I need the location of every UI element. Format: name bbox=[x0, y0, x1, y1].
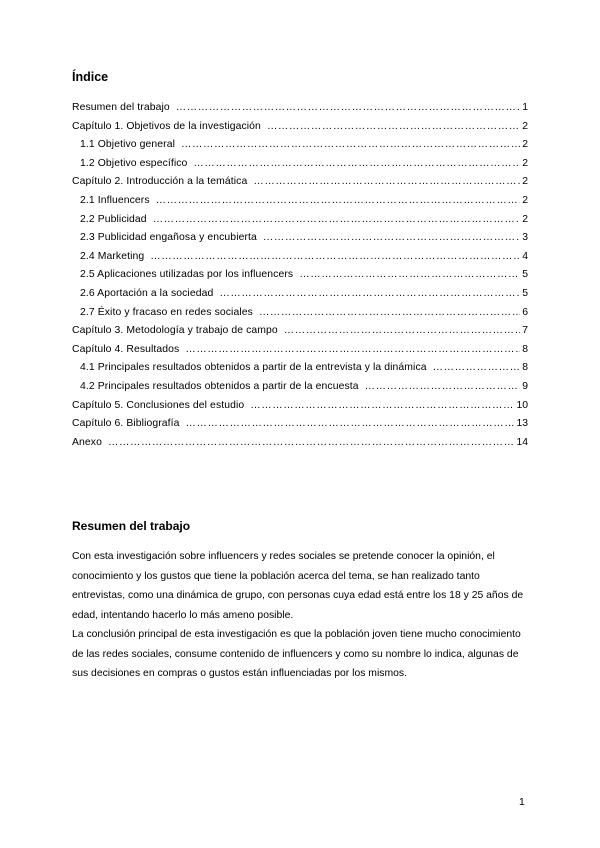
toc-leader-dots bbox=[150, 251, 520, 262]
toc-entry[interactable] bbox=[72, 121, 528, 140]
toc-entry-label: Capítulo 5. Conclusiones del estudio bbox=[72, 399, 245, 411]
toc-leader-dots bbox=[263, 232, 520, 243]
toc-leader-dots bbox=[186, 418, 515, 429]
toc-entry-page: 5 bbox=[522, 287, 528, 299]
toc-entry-page: 7 bbox=[522, 325, 528, 337]
toc-leader-dots bbox=[299, 269, 520, 280]
toc-entry-page: 2 bbox=[522, 213, 528, 225]
toc-leader-dots bbox=[176, 102, 520, 113]
toc-entry-page: 10 bbox=[516, 399, 528, 411]
toc-leader-dots bbox=[156, 195, 521, 206]
toc-leader-dots bbox=[181, 139, 520, 150]
toc-leader-dots bbox=[433, 362, 521, 373]
toc-entry[interactable] bbox=[72, 195, 528, 214]
toc-entry-page: 9 bbox=[522, 380, 528, 392]
toc-entry-label: Resumen del trabajo bbox=[72, 102, 170, 113]
toc-entry[interactable] bbox=[72, 158, 528, 177]
toc-entry-page: 13 bbox=[516, 418, 528, 430]
toc-entry-label: Anexo bbox=[72, 436, 102, 448]
toc-entry-label: Capítulo 3. Metodología y trabajo de campo bbox=[72, 325, 278, 337]
toc-leader-dots bbox=[365, 381, 521, 392]
toc-entry-page: 6 bbox=[522, 306, 528, 318]
toc-entry[interactable] bbox=[72, 176, 528, 195]
toc-title: Índice bbox=[72, 70, 109, 84]
toc-leader-dots bbox=[153, 214, 521, 225]
toc-entry-page: 2 bbox=[522, 176, 528, 188]
toc-leader-dots bbox=[219, 288, 520, 299]
toc-leader-dots bbox=[259, 307, 520, 318]
toc-entry-label: 4.2 Principales resultados obtenidos a partir de la encuesta bbox=[80, 380, 359, 392]
toc-entry-page: 2 bbox=[522, 157, 528, 169]
toc-entry[interactable] bbox=[72, 400, 528, 419]
toc-entry[interactable] bbox=[72, 139, 528, 158]
toc-entry[interactable] bbox=[72, 381, 528, 400]
toc-entry-page: 5 bbox=[522, 269, 528, 281]
toc-leader-dots bbox=[108, 437, 514, 448]
table-of-contents bbox=[72, 102, 528, 455]
summary-body bbox=[72, 547, 528, 684]
toc-leader-dots bbox=[253, 176, 520, 187]
toc-entry-page: 4 bbox=[522, 250, 528, 262]
toc-entry[interactable] bbox=[72, 102, 528, 121]
toc-entry[interactable] bbox=[72, 232, 528, 251]
toc-entry-label: 4.1 Principales resultados obtenidos a partir de la entrevista y la dinámica bbox=[80, 362, 427, 374]
toc-entry-label: Capítulo 2. Introducción a la temática bbox=[72, 176, 248, 188]
summary-heading: Resumen del trabajo bbox=[72, 519, 191, 533]
summary-paragraph: La conclusión principal de esta investigación es que la población joven tiene mucho conocimiento de las redes sociales, consume contenido de influencers y como su nombre lo indica, algunas de sus decisiones en compras o gustos están influenciadas por los mismos. bbox=[72, 629, 521, 679]
toc-entry-page: 1 bbox=[522, 102, 528, 113]
toc-leader-dots bbox=[185, 344, 520, 355]
toc-entry-label: 2.5 Aplicaciones utilizadas por los influencers bbox=[80, 269, 294, 281]
toc-entry-page: 8 bbox=[522, 343, 528, 355]
toc-entry[interactable] bbox=[72, 307, 528, 326]
toc-entry-label: 2.1 Influencers bbox=[80, 194, 150, 206]
toc-entry-label: Capítulo 1. Objetivos de la investigación bbox=[72, 120, 261, 132]
toc-entry[interactable] bbox=[72, 437, 528, 456]
toc-entry-page: 2 bbox=[522, 120, 528, 132]
toc-entry-page: 2 bbox=[522, 139, 528, 151]
page-number: 1 bbox=[519, 797, 525, 808]
toc-entry-page: 2 bbox=[522, 194, 528, 206]
toc-entry-label: 2.6 Aportación a la sociedad bbox=[80, 287, 214, 299]
toc-entry[interactable] bbox=[72, 269, 528, 288]
toc-entry[interactable] bbox=[72, 288, 528, 307]
toc-entry[interactable] bbox=[72, 214, 528, 233]
toc-entry-label: Capítulo 6. Bibliografía bbox=[72, 418, 180, 430]
toc-entry[interactable] bbox=[72, 418, 528, 437]
summary-paragraph: Con esta investigación sobre influencers y redes sociales se pretende conocer la opinión, el conocimiento y los gustos que tiene la población acerca del tema, se han realizado tanto entrevistas, como una dinámica de grupo, con personas cuya edad está entre los 18 y 25 años de edad, intentando hacerlo lo más ameno posible. bbox=[72, 551, 524, 621]
toc-entry-label: 1.2 Objetivo específico bbox=[80, 157, 188, 169]
toc-entry-label: Capítulo 4. Resultados bbox=[72, 343, 180, 355]
toc-entry[interactable] bbox=[72, 251, 528, 270]
toc-entry-label: 1.1 Objetivo general bbox=[80, 139, 175, 151]
toc-entry-label: 2.4 Marketing bbox=[80, 250, 145, 262]
toc-entry-page: 14 bbox=[516, 436, 528, 448]
toc-leader-dots bbox=[267, 121, 520, 132]
toc-leader-dots bbox=[250, 400, 514, 411]
toc-entry-page: 3 bbox=[522, 232, 528, 244]
toc-entry[interactable] bbox=[72, 325, 528, 344]
toc-entry[interactable] bbox=[72, 344, 528, 363]
toc-entry-page: 8 bbox=[522, 362, 528, 374]
toc-leader-dots bbox=[284, 325, 520, 336]
toc-entry-label: 2.2 Publicidad bbox=[80, 213, 147, 225]
toc-entry[interactable] bbox=[72, 362, 528, 381]
toc-entry-label: 2.7 Éxito y fracaso en redes sociales bbox=[80, 306, 253, 318]
toc-leader-dots bbox=[193, 158, 520, 169]
toc-entry-label: 2.3 Publicidad engañosa y encubierta bbox=[80, 232, 257, 244]
